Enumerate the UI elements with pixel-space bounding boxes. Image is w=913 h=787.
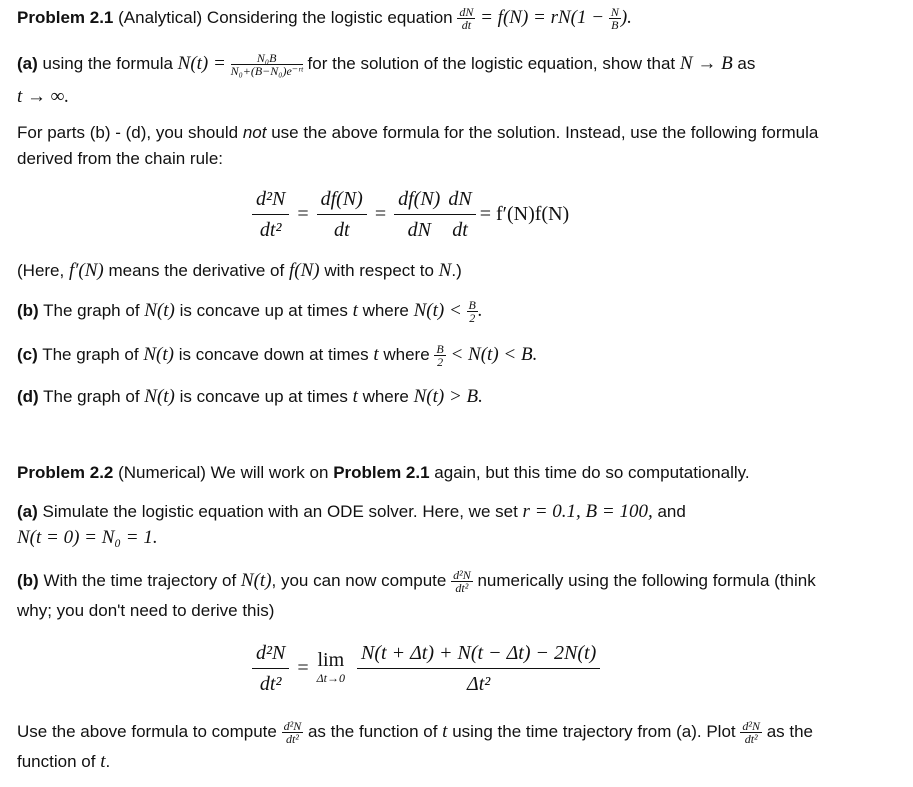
part-2-1-a-cont — [17, 86, 69, 108]
problem-2-2-intro-text: (Numerical) We will work on — [118, 463, 329, 482]
lim-text: lim — [317, 648, 345, 671]
limit-lhs-fraction — [252, 640, 289, 697]
chain-text-2: use the above formula for the solution. Instead, use the following formula — [271, 123, 819, 142]
problem-2-2-ref: Problem 2.1 — [333, 463, 430, 482]
B-denominator: B — [611, 18, 619, 32]
part-b-Nt: N(t) — [144, 299, 175, 321]
part-b-cond: N(t) < — [413, 299, 462, 321]
d2N-inline-num: d²N — [453, 568, 471, 582]
closing-text-1: Use the above formula to compute — [17, 721, 277, 741]
chain-text-1: For parts (b) - (d), you should — [17, 123, 239, 142]
here-text-4: .) — [451, 261, 462, 280]
part-2-2-a-and: and — [657, 502, 686, 521]
part-2-2-a-label: (a) — [17, 502, 38, 521]
part-2-2-b — [17, 569, 816, 594]
here-text-1: (Here, — [17, 261, 65, 280]
closing-line-2 — [17, 751, 110, 773]
part-2-2-b-text: With the time trajectory of — [43, 570, 237, 590]
dfN: df(N) — [317, 186, 367, 215]
solution-denominator: N₀+(B−N₀)e⁻ʳᵗ — [230, 64, 303, 78]
part-2-1-b — [17, 299, 483, 324]
solution-numerator: N₀B — [231, 52, 303, 65]
here-fprime: f′(N) — [68, 260, 104, 281]
part-2-2-b-Nt: N(t) — [240, 569, 272, 591]
part-c-t: t — [373, 343, 379, 365]
two-den: 2 — [469, 311, 476, 325]
part-d-Nt: N(t) — [144, 386, 175, 407]
closing-text-5: function of — [17, 752, 96, 771]
part-2-1-d — [17, 386, 483, 408]
part-c-label: (c) — [17, 344, 38, 364]
two-den-c: 2 — [437, 355, 444, 369]
part-2-1-c — [17, 343, 537, 368]
lim-subscript: Δt→0 — [316, 670, 346, 685]
limit-operator — [316, 648, 346, 687]
part-d-text: The graph of — [43, 387, 140, 406]
problem-2-1-intro-text: (Analytical) Considering the logistic equation — [118, 7, 453, 27]
dfN-dN-fraction — [394, 186, 444, 243]
N-numerator: N — [610, 5, 619, 19]
part-b-end: . — [477, 299, 483, 321]
dN: dN — [407, 219, 431, 241]
part-2-1-a — [17, 52, 755, 77]
dfN-dt-fraction — [317, 186, 367, 243]
d2N-dt2-inline — [451, 569, 473, 594]
dt: dt — [333, 219, 350, 241]
part-a-limit: N → B — [679, 52, 733, 74]
N-over-B-fraction — [609, 6, 621, 31]
part-a-t-infinity: t → ∞. — [17, 86, 70, 107]
part-d-label: (d) — [17, 387, 39, 406]
closing-text-4: as the — [766, 721, 814, 741]
chain-rhs: = f′(N)f(N) — [479, 203, 570, 225]
part-2-2-a-cont — [17, 527, 158, 549]
dN-dt-fraction — [457, 6, 475, 31]
part-d-cond: N(t) > B. — [413, 386, 483, 407]
part-a-text-3: as — [737, 53, 756, 73]
limit-equation — [252, 640, 600, 697]
here-fN: f(N) — [288, 260, 320, 281]
closing-t2: t — [100, 751, 106, 772]
part-c-Nt: N(t) — [143, 343, 174, 365]
problem-2-2-intro — [17, 462, 750, 484]
part-a-label: (a) — [17, 53, 38, 73]
closing-frac2-den: dt² — [744, 732, 758, 746]
part-a-text: using the formula — [42, 53, 173, 73]
logistic-close: ). — [620, 6, 632, 28]
here-text-2: means the derivative of — [108, 261, 285, 280]
logistic-rhs: = f(N) = rN(1 − — [480, 6, 605, 28]
dt-denominator: dt — [461, 18, 472, 32]
equals-2: = — [374, 203, 387, 225]
limit-equals: = — [297, 657, 309, 679]
problem-2-2-title: Problem 2.2 — [17, 463, 114, 482]
closing-frac-den: dt² — [285, 732, 299, 746]
limit-dt2: dt² — [259, 673, 282, 695]
chain-not: not — [242, 123, 267, 142]
chain-rule-equation — [252, 186, 577, 243]
solution-fraction — [231, 52, 303, 77]
equals-1: = — [297, 203, 309, 225]
closing-fraction-1 — [282, 720, 304, 745]
part-2-2-b-text-3: numerically using the following formula (think — [477, 570, 816, 590]
part-c-text-2: is concave down at times — [178, 344, 369, 364]
dt2: dt² — [259, 219, 282, 241]
part-b-label: (b) — [17, 300, 39, 320]
closing-end: . — [105, 752, 111, 771]
part-c-text: The graph of — [42, 344, 139, 364]
part-2-2-a-text: Simulate the logistic equation with an ODE solver. Here, we set — [42, 502, 518, 521]
part-b-text-2: is concave up at times — [179, 300, 348, 320]
finite-difference-den: Δt² — [466, 673, 491, 695]
part-2-2-b-cont — [17, 600, 274, 622]
problem-2-1-intro — [17, 6, 632, 31]
closing-text-2: as the function of — [307, 721, 438, 741]
part-c-cond: < N(t) < B. — [450, 343, 538, 365]
dt-3: dt — [452, 219, 468, 241]
chain-intro-line-1 — [17, 122, 818, 144]
closing-frac-num: d²N — [283, 719, 302, 733]
problem-2-2-intro-text-2: again, but this time do so computationally. — [434, 463, 750, 482]
part-2-2-a-init: N(t = 0) = N₀ = 1. — [17, 527, 158, 548]
finite-difference-num: N(t + Δt) + N(t − Δt) − 2N(t) — [357, 640, 600, 669]
part-d-text-2: is concave up at times — [179, 387, 348, 406]
part-d-text-3: where — [362, 387, 409, 406]
part-b-text: The graph of — [43, 300, 140, 320]
closing-fraction-2 — [740, 720, 762, 745]
part-b-t: t — [352, 299, 358, 321]
chain-text-3: derived from the chain rule: — [17, 149, 223, 168]
closing-line-1 — [17, 720, 813, 745]
here-note — [17, 260, 462, 282]
part-a-text-2: for the solution of the logistic equation, show that — [307, 53, 676, 73]
B-num: B — [468, 298, 476, 312]
part-2-2-a — [17, 501, 686, 523]
chain-intro-line-2 — [17, 148, 223, 170]
part-2-2-a-params: r = 0.1, B = 100, — [522, 501, 653, 522]
dN-dt-fraction-2 — [444, 186, 475, 243]
part-c-text-3: where — [383, 344, 430, 364]
B-over-2-fraction — [467, 299, 478, 324]
B-over-2-fraction-c — [434, 343, 445, 368]
part-2-2-b-text-2: , you can now compute — [271, 570, 447, 590]
finite-difference-fraction — [357, 640, 600, 697]
part-d-t: t — [352, 386, 358, 407]
here-N: N — [438, 260, 452, 281]
problem-2-1-title: Problem 2.1 — [17, 7, 114, 27]
dN-numerator: dN — [459, 5, 474, 19]
closing-t: t — [442, 720, 448, 742]
limit-d2N: d²N — [252, 640, 289, 669]
part-b-text-3: where — [362, 300, 409, 320]
part-a-lhs: N(t) = — [177, 52, 226, 74]
closing-text-3: using the time trajectory from (a). Plot — [452, 721, 736, 741]
dfN-2: df(N) — [394, 186, 444, 215]
B-num-c: B — [436, 342, 444, 356]
part-2-2-b-label: (b) — [17, 570, 39, 590]
dN-2: dN — [444, 186, 475, 215]
dt2-inline-den: dt² — [455, 581, 469, 595]
d2N: d²N — [252, 186, 289, 215]
d2N-dt2-fraction — [252, 186, 289, 243]
here-text-3: with respect to — [324, 261, 434, 280]
closing-frac2-num: d²N — [742, 719, 760, 733]
part-2-2-b-text-4: why; you don't need to derive this) — [17, 601, 275, 620]
